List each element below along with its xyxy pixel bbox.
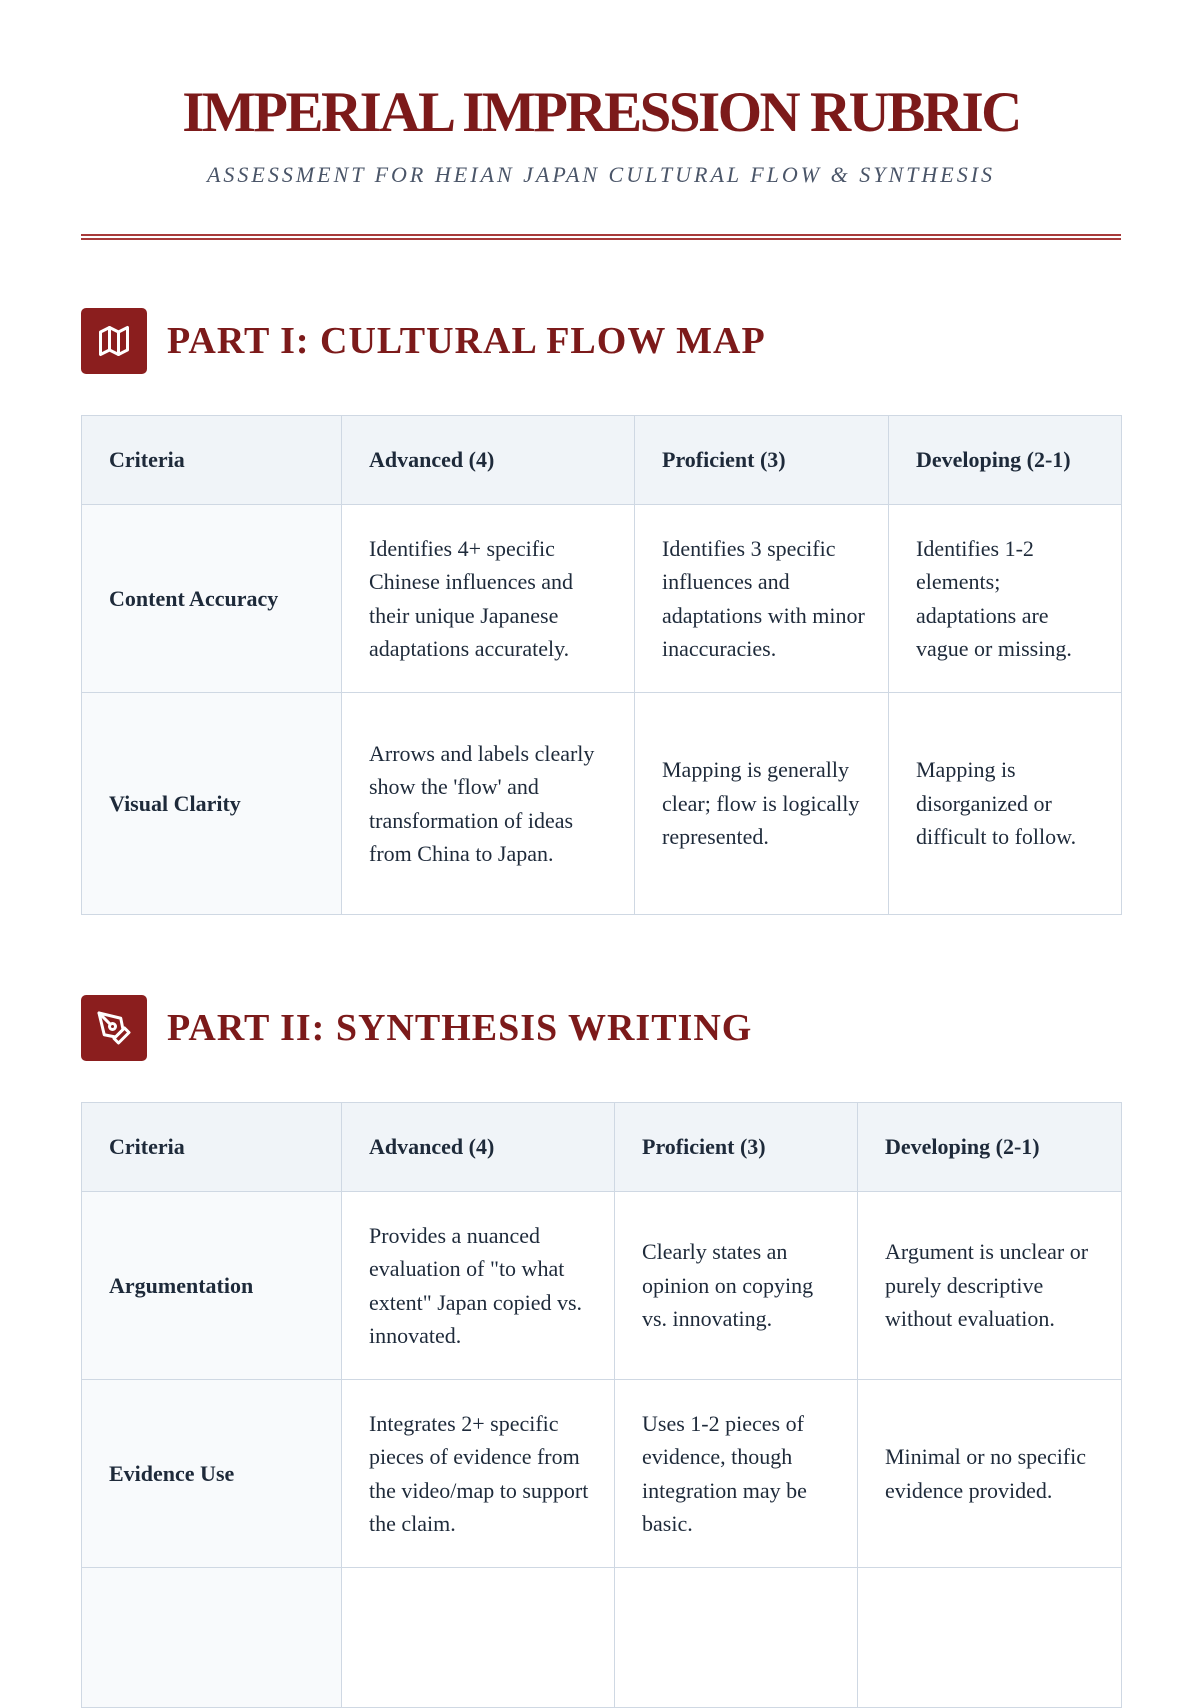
developing-cell — [858, 1568, 1122, 1708]
developing-cell: Mapping is disorganized or difficult to follow. — [889, 693, 1122, 915]
page-title: IMPERIAL IMPRESSION RUBRIC — [182, 81, 1020, 144]
pen-tool-icon — [81, 995, 147, 1061]
advanced-cell: Provides a nuanced evaluation of "to what extent" Japan copied vs. innovated. — [342, 1192, 615, 1380]
proficient-cell: Identifies 3 specific influences and adaptations with minor inaccuracies. — [635, 505, 889, 693]
column-header-advanced: Advanced (4) — [342, 416, 635, 505]
proficient-cell: Uses 1-2 pieces of evidence, though integration may be basic. — [615, 1380, 858, 1568]
table-header-row — [82, 1103, 1122, 1192]
column-header-criteria: Criteria — [82, 416, 342, 505]
header-divider — [81, 234, 1121, 240]
section-header-part2 — [81, 995, 1121, 1061]
rubric-table-part1 — [81, 415, 1122, 915]
proficient-cell: Clearly states an opinion on copying vs. innovating. — [615, 1192, 858, 1380]
developing-cell: Argument is unclear or purely descriptive without evaluation. — [858, 1192, 1122, 1380]
criteria-cell: Argumentation — [82, 1192, 342, 1380]
rubric-table-part2 — [81, 1102, 1122, 1708]
section-title-part2: PART II: SYNTHESIS WRITING — [167, 1007, 753, 1049]
advanced-cell: Identifies 4+ specific Chinese influences and their unique Japanese adaptations accurately. — [342, 505, 635, 693]
map-icon — [81, 308, 147, 374]
section-header-part1 — [81, 308, 1121, 374]
advanced-cell: Integrates 2+ specific pieces of evidence from the video/map to support the claim. — [342, 1380, 615, 1568]
table-row — [82, 693, 1122, 915]
table-row — [82, 1568, 1122, 1708]
proficient-cell — [615, 1568, 858, 1708]
table-row — [82, 1380, 1122, 1568]
proficient-cell: Mapping is generally clear; flow is logically represented. — [635, 693, 889, 915]
table-row — [82, 1192, 1122, 1380]
criteria-cell: Evidence Use — [82, 1380, 342, 1568]
table-row — [82, 505, 1122, 693]
criteria-cell — [82, 1568, 342, 1708]
criteria-cell: Visual Clarity — [82, 693, 342, 915]
column-header-proficient: Proficient (3) — [615, 1103, 858, 1192]
column-header-criteria: Criteria — [82, 1103, 342, 1192]
column-header-advanced: Advanced (4) — [342, 1103, 615, 1192]
column-header-developing: Developing (2-1) — [889, 416, 1122, 505]
developing-cell: Identifies 1-2 elements; adaptations are vague or missing. — [889, 505, 1122, 693]
advanced-cell — [342, 1568, 615, 1708]
section-title-part1: PART I: CULTURAL FLOW MAP — [167, 320, 766, 362]
developing-cell: Minimal or no specific evidence provided. — [858, 1380, 1122, 1568]
column-header-developing: Developing (2-1) — [858, 1103, 1122, 1192]
advanced-cell: Arrows and labels clearly show the 'flow' and transformation of ideas from China to Japan. — [342, 693, 635, 915]
table-header-row — [82, 416, 1122, 505]
page-subtitle: ASSESSMENT FOR HEIAN JAPAN CULTURAL FLOW & SYNTHESIS — [206, 162, 996, 187]
column-header-proficient: Proficient (3) — [635, 416, 889, 505]
criteria-cell: Content Accuracy — [82, 505, 342, 693]
